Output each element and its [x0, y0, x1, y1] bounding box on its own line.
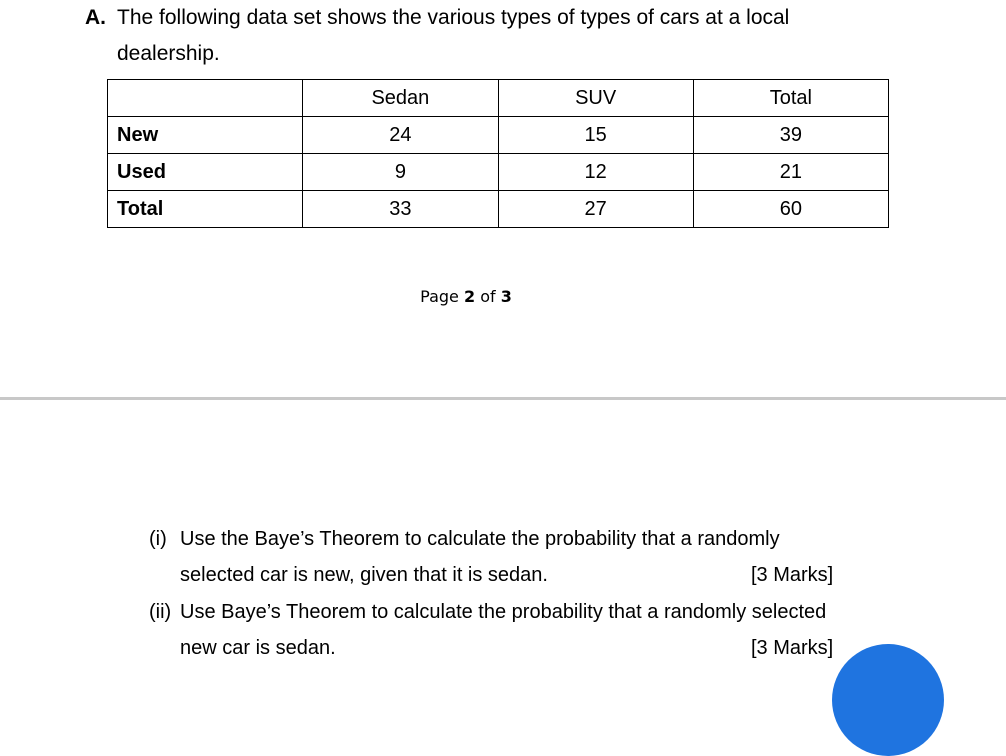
table-cell: 12	[498, 154, 693, 191]
table-header-sedan: Sedan	[303, 80, 498, 117]
table-cell: 24	[303, 117, 498, 154]
table-header-blank	[108, 80, 303, 117]
table-cell: 33	[303, 191, 498, 228]
row-label-used: Used	[108, 154, 303, 191]
subquestion-2-line-2: new car is sedan.	[180, 637, 336, 659]
page-footer-prefix: Page	[420, 287, 464, 306]
subquestion-1-line-2: selected car is new, given that it is sedan.	[180, 564, 548, 586]
question-text-line-1: The following data set shows the various types of types of cars at a local	[117, 6, 790, 29]
table-row	[108, 154, 889, 191]
table-row	[108, 117, 889, 154]
car-data-table	[107, 79, 889, 228]
row-label-total: Total	[108, 191, 303, 228]
table-header-suv: SUV	[498, 80, 693, 117]
table-row	[108, 191, 889, 228]
table-cell: 15	[498, 117, 693, 154]
question-text-line-2: dealership.	[117, 42, 220, 65]
subquestion-1-marks: [3 Marks]	[751, 564, 834, 586]
subquestion-1-line-1: Use the Baye’s Theorem to calculate the probability that a randomly	[180, 528, 780, 550]
table-cell: 60	[693, 191, 888, 228]
subquestion-2-marks: [3 Marks]	[751, 637, 834, 659]
table-cell: 21	[693, 154, 888, 191]
table-cell: 27	[498, 191, 693, 228]
table-cell: 39	[693, 117, 888, 154]
floating-action-button[interactable]	[832, 644, 944, 756]
page-footer	[0, 287, 932, 306]
question-label: A.	[85, 6, 106, 29]
page-number-current: 2	[463, 287, 476, 306]
page-number-total: 3	[500, 287, 512, 306]
table-cell: 9	[303, 154, 498, 191]
table-header-row	[108, 80, 889, 117]
page-footer-middle: of	[475, 287, 501, 306]
table-header-total: Total	[693, 80, 888, 117]
subquestion-2-line-1: Use Baye’s Theorem to calculate the probability that a randomly selected	[180, 601, 827, 623]
row-label-new: New	[108, 117, 303, 154]
subquestion-2-label: (ii)	[149, 601, 172, 623]
subquestion-1-label: (i)	[149, 528, 167, 550]
